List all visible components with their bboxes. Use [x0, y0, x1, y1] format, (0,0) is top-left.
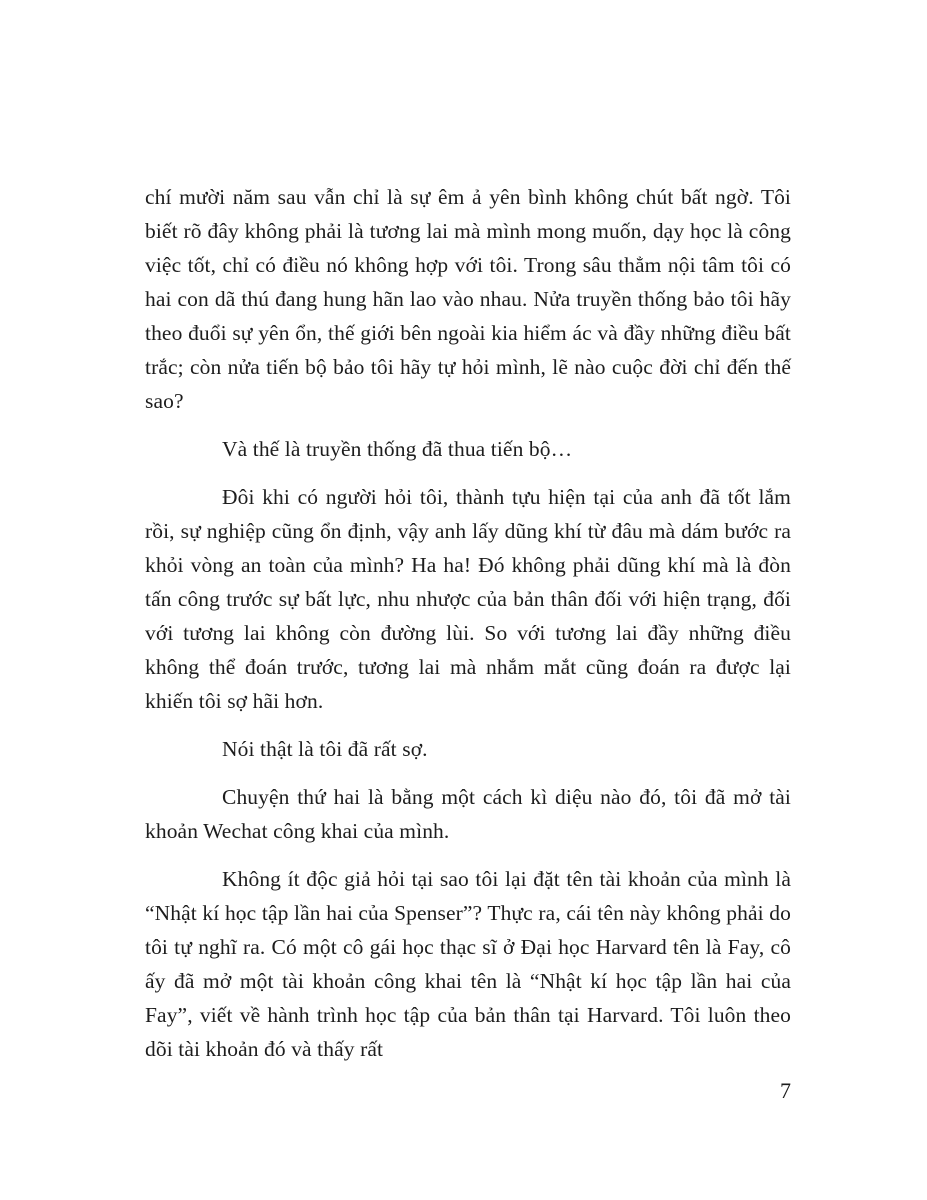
- page-number: 7: [780, 1078, 791, 1103]
- page-text-block: [145, 180, 791, 1080]
- paragraph: Đôi khi có người hỏi tôi, thành tựu hiện tại của anh đã tốt lắm rồi, sự nghiệp cũng ổn định, vậy anh lấy dũng khí từ đâu mà dám bước ra khỏi vòng an toàn của mình? Ha ha! Đó không phải dũng khí mà là đòn tấn công trước sự bất lực, nhu nhược của bản thân đối với hiện trạng, đối với tương lai không còn đường lùi. So với tương lai đầy những điều không thể đoán trước, tương lai mà nhắm mắt cũng đoán ra được lại khiến tôi sợ hãi hơn.: [145, 485, 791, 713]
- paragraph-continuation: chí mười năm sau vẫn chỉ là sự êm ả yên bình không chút bất ngờ. Tôi biết rõ đây không phải là tương lai mà mình mong muốn, dạy học là công việc tốt, chỉ có điều nó không hợp với tôi. Trong sâu thẳm nội tâm tôi có hai con dã thú đang hung hãn lao vào nhau. Nửa truyền thống bảo tôi hãy theo đuổi sự yên ổn, thế giới bên ngoài kia hiểm ác và đầy những điều bất trắc; còn nửa tiến bộ bảo tôi hãy tự hỏi mình, lẽ nào cuộc đời chỉ đến thế sao?: [145, 185, 791, 413]
- paragraph: Và thế là truyền thống đã thua tiến bộ…: [222, 437, 573, 461]
- paragraph: Nói thật là tôi đã rất sợ.: [222, 737, 428, 761]
- paragraph: Chuyện thứ hai là bằng một cách kì diệu nào đó, tôi đã mở tài khoản Wechat công khai của mình.: [145, 785, 791, 843]
- paragraph: Không ít độc giả hỏi tại sao tôi lại đặt tên tài khoản của mình là “Nhật kí học tập lần hai của Spenser”? Thực ra, cái tên này không phải do tôi tự nghĩ ra. Có một cô gái học thạc sĩ ở Đại học Harvard tên là Fay, cô ấy đã mở một tài khoản công khai tên là “Nhật kí học tập lần hai của Fay”, viết về hành trình học tập của bản thân tại Harvard. Tôi luôn theo dõi tài khoản đó và thấy rất: [145, 867, 791, 1061]
